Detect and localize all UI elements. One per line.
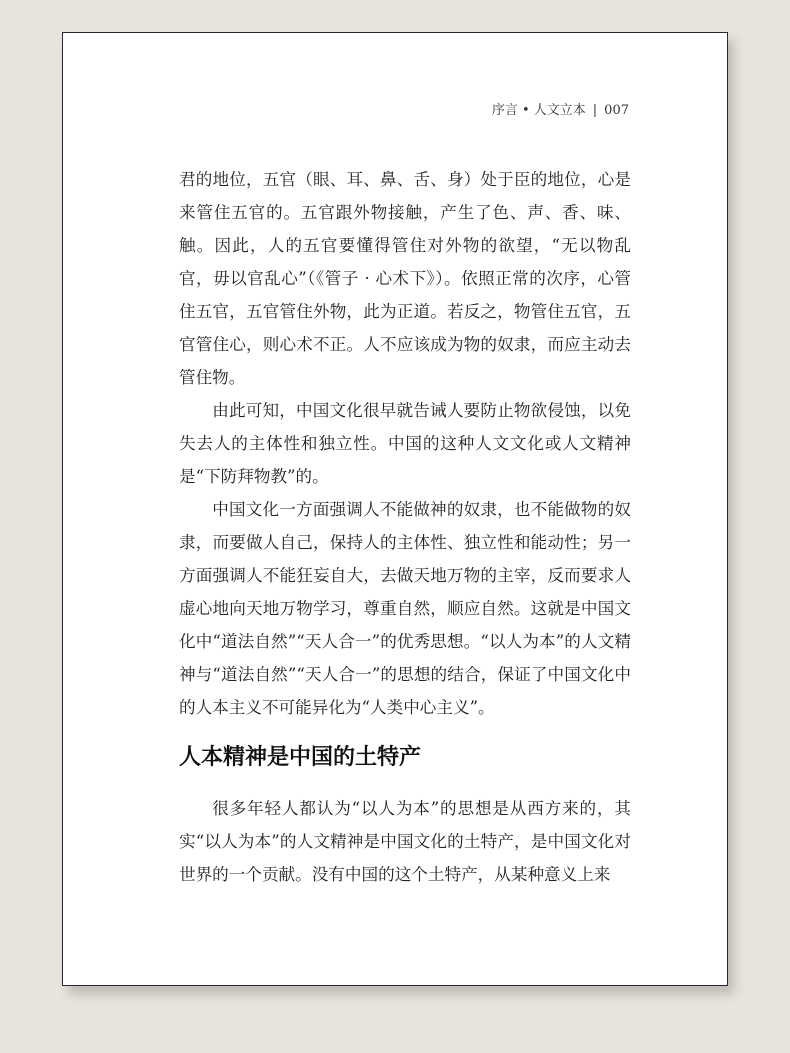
running-head-separator: | xyxy=(592,103,598,118)
paragraph-continued: 君的地位，五官（眼、耳、鼻、舌、身）处于臣的地位，心是来管住五官的。五官跟外物接触，产生了色、声、香、味、触。因此，人的五官要懂得管住对外物的欲望，“无以物乱官，毋以官乱心”（《管子 · 心术下》）。依照正常的次序，心管住五官，五官管住外物，此为正道。若反之，物管住五官，五官管住心，则心术不正。人不应该成为物的奴隶，而应主动去管住物。 xyxy=(179,170,631,387)
body-text xyxy=(179,163,631,724)
section-title: 人本精神是中国的土特产 xyxy=(179,744,422,770)
running-head-section-label: 序言 • 人文立本 xyxy=(491,103,586,118)
paragraph: 中国文化一方面强调人不能做神的奴隶，也不能做物的奴隶，而要做人自己，保持人的主体性、独立性和能动性；另一方面强调人不能狂妄自大，去做天地万物的主宰，反而要求人虚心地向天地万物学习，尊重自然，顺应自然。这就是中国文化中“道法自然”“天人合一”的优秀思想。“以人为本”的人文精神与“道法自然”“天人合一”的思想的结合，保证了中国文化中的人本主义不可能异化为“人类中心主义”。 xyxy=(179,500,631,717)
book-page xyxy=(62,32,728,986)
paragraph: 由此可知，中国文化很早就告诫人要防止物欲侵蚀，以免失去人的主体性和独立性。中国的这种人文文化或人文精神是“下防拜物教”的。 xyxy=(179,401,631,486)
section-paragraph: 很多年轻人都认为“以人为本”的思想是从西方来的，其实“以人为本”的人文精神是中国文化的土特产，是中国文化对世界的一个贡献。没有中国的这个土特产，从某种意义上来 xyxy=(179,799,631,884)
page-number: 007 xyxy=(604,103,629,118)
running-head xyxy=(492,99,629,118)
section-body xyxy=(179,792,631,891)
